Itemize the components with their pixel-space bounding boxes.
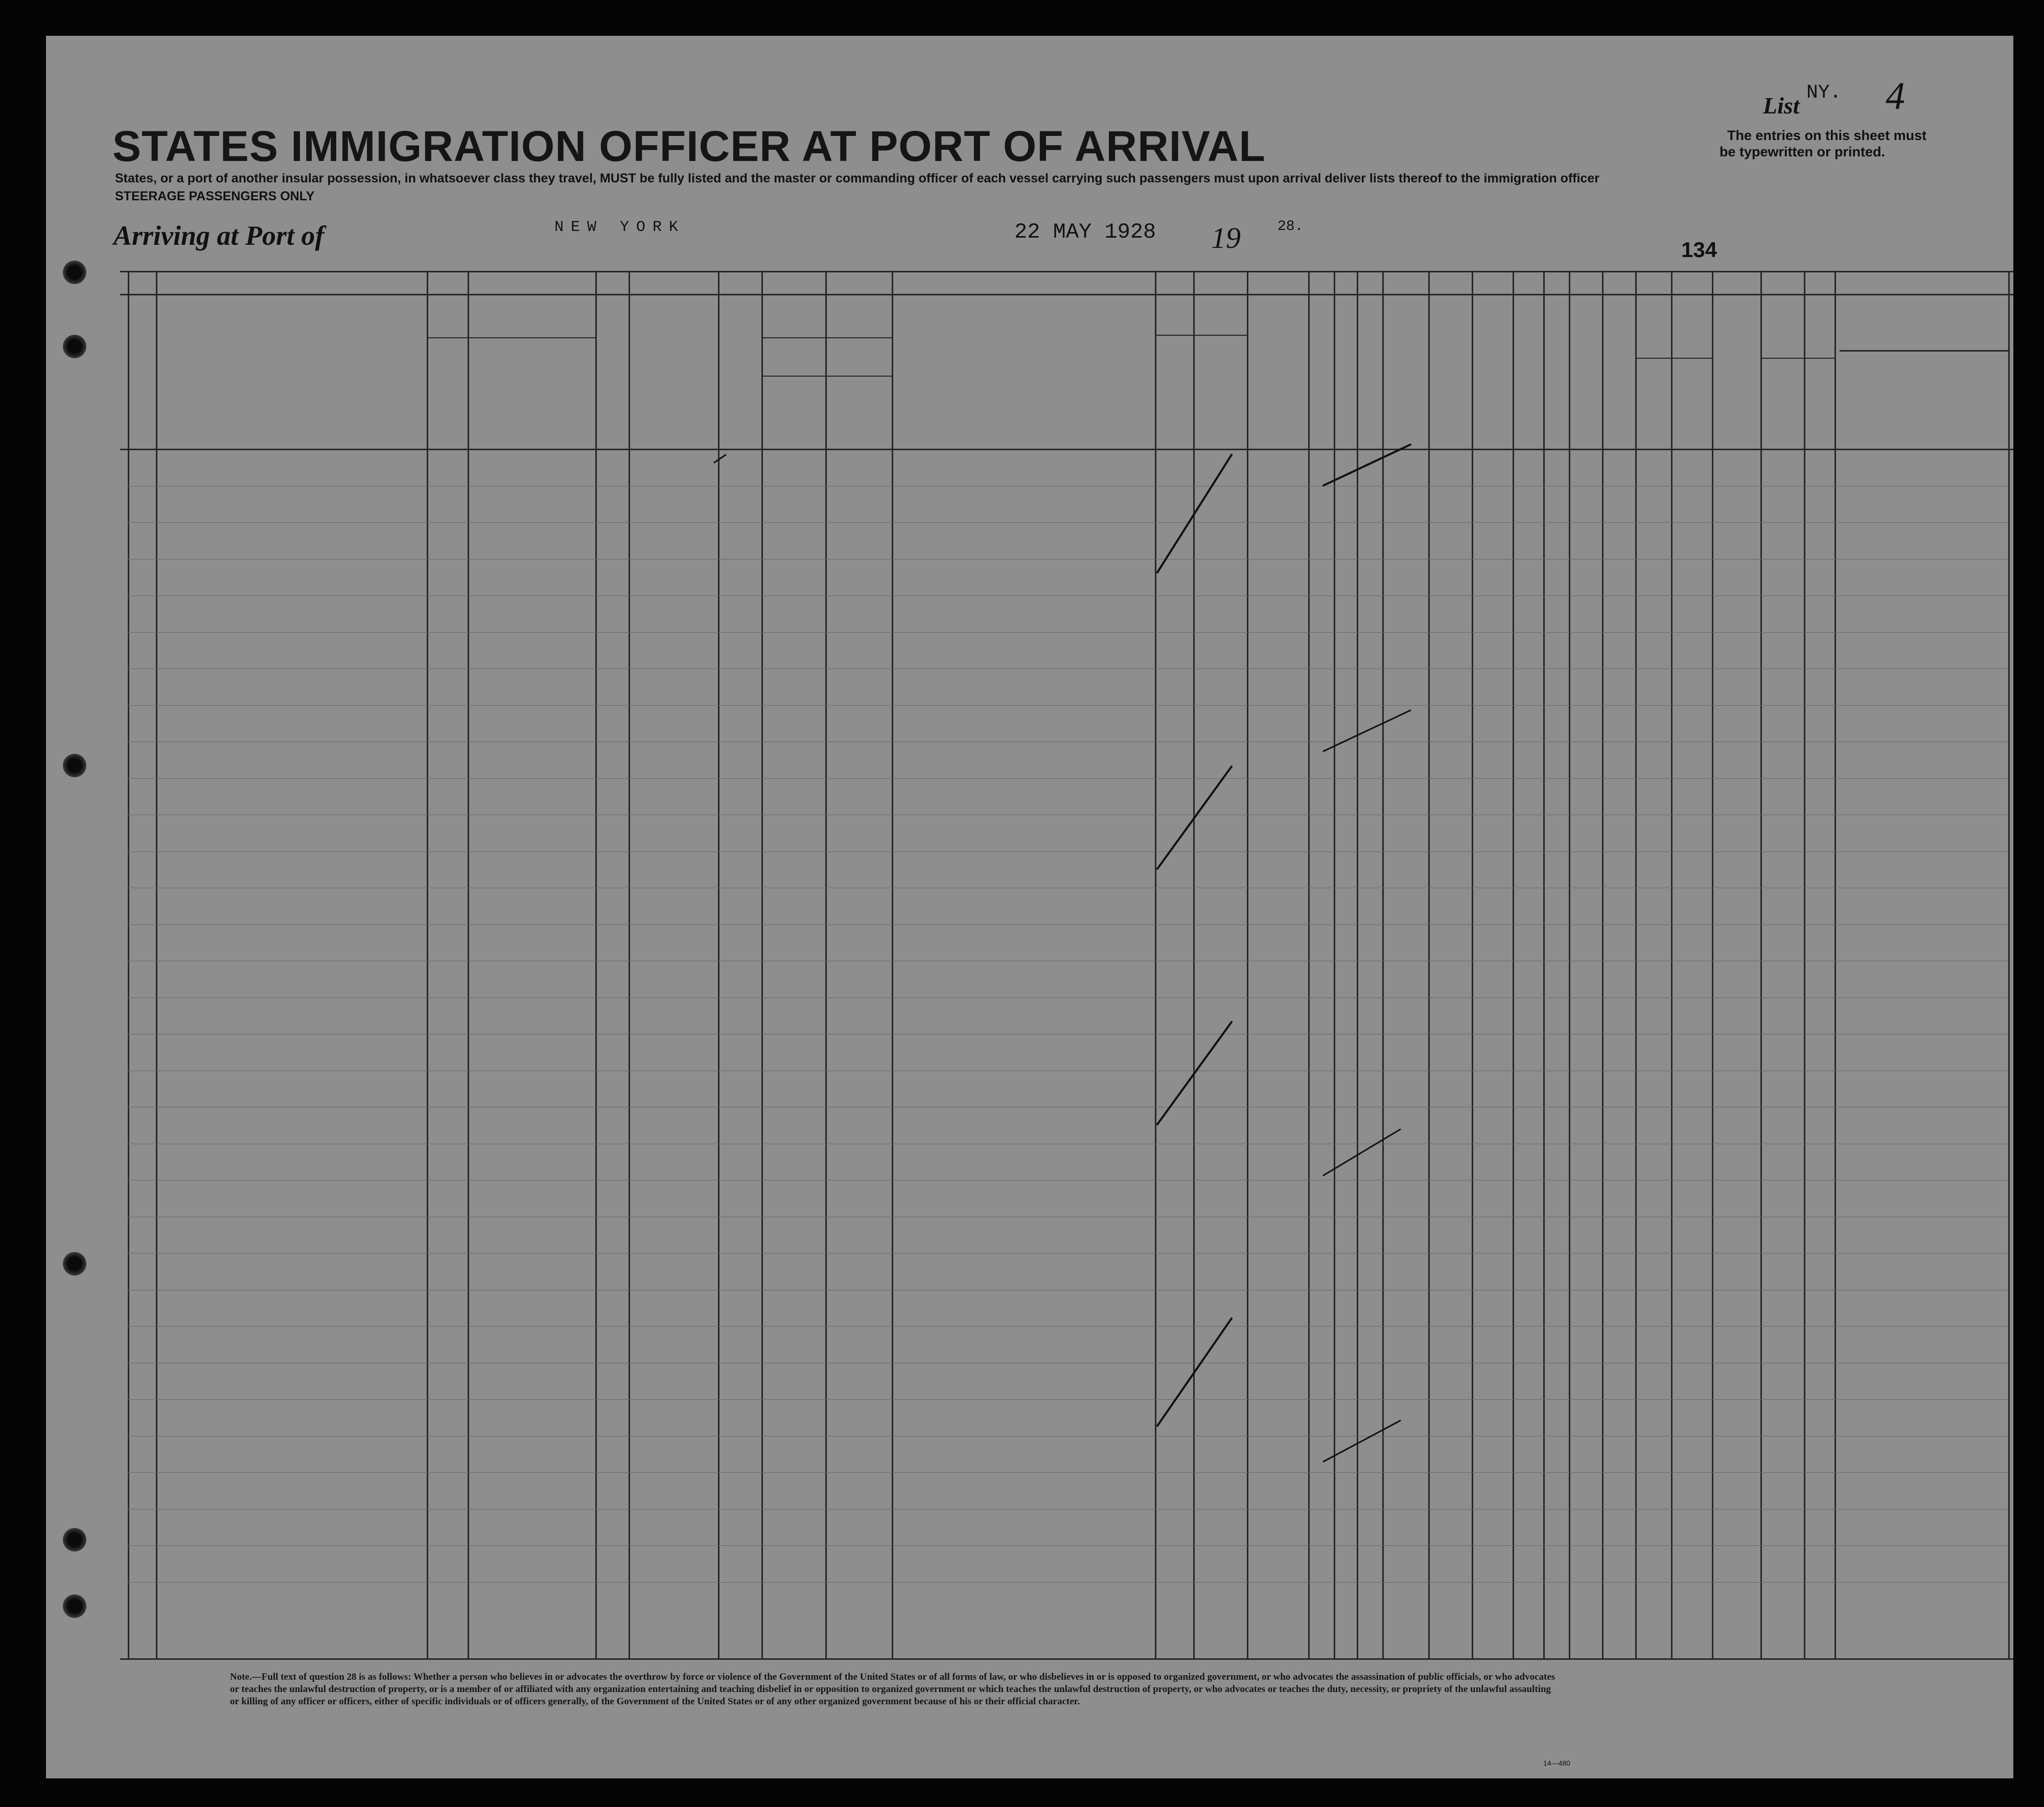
handwritten-check-stroke (1323, 710, 1410, 751)
manifest-subtitle: States, or a port of another insular possession, in whatsoever class they travel, MUST be fully listed and the master or commanding officer of each vessel carrying such passengers must upon arrival deliver lists thereof to the immigration officer (115, 171, 1599, 186)
handwritten-check-stroke (1157, 767, 1232, 869)
steerage-label: STEERAGE PASSENGERS ONLY (115, 189, 315, 203)
arrival-date-stamp: 22 MAY 1928 (1014, 220, 1156, 244)
year-prefix: 19 (1211, 221, 1241, 254)
form-number: 14—480 (1543, 1759, 1570, 1767)
handwritten-check-stroke (714, 455, 726, 462)
arrival-port: NEW YORK (554, 219, 686, 236)
handwritten-check-stroke (1157, 1318, 1232, 1426)
footnote-question-28: Note.—Full text of question 28 is as follows: Whether a person who believes in or advocates the overthrow by force or violence of the Government of the United States or of all forms of law, or who disbelieves in or is opposed to organized government, or who advocates the assassination of public officials, or who advocates or teaches the unlawful destruction of property, or is a member of or affiliated with any organization entertaining and teaching disbelief in or opposition to organized government or which teaches the unlawful destruction of property, or who advocates or teaches the duty, necessity, or propriety of the unlawful assaulting or killing of any officer or officers, either of specific individuals or of officers generally, of the Government of the United States or of any other organized government because of his or their official character. (230, 1672, 1555, 1707)
handwritten-check-stroke (1323, 1421, 1400, 1462)
handwritten-check-stroke (1157, 1022, 1232, 1124)
list-handwritten-number: 4 (1886, 75, 1905, 118)
list-label: List (1763, 92, 1800, 119)
year-suffix: 28. (1278, 219, 1304, 235)
typewritten-note: be typewritten or printed. (1720, 144, 1886, 159)
handwritten-check-stroke (1323, 1129, 1400, 1175)
handwritten-check-stroke (1157, 455, 1232, 572)
handwritten-check-stroke (1323, 445, 1410, 485)
manifest-title: STATES IMMIGRATION OFFICER AT PORT OF ARRIVAL (112, 122, 1266, 170)
arriving-label: Arriving at Port of (113, 220, 324, 251)
sheet-number: 134 (1681, 238, 1717, 262)
typewritten-note: The entries on this sheet must (1727, 128, 1927, 143)
list-number: NY. (1806, 82, 1842, 104)
